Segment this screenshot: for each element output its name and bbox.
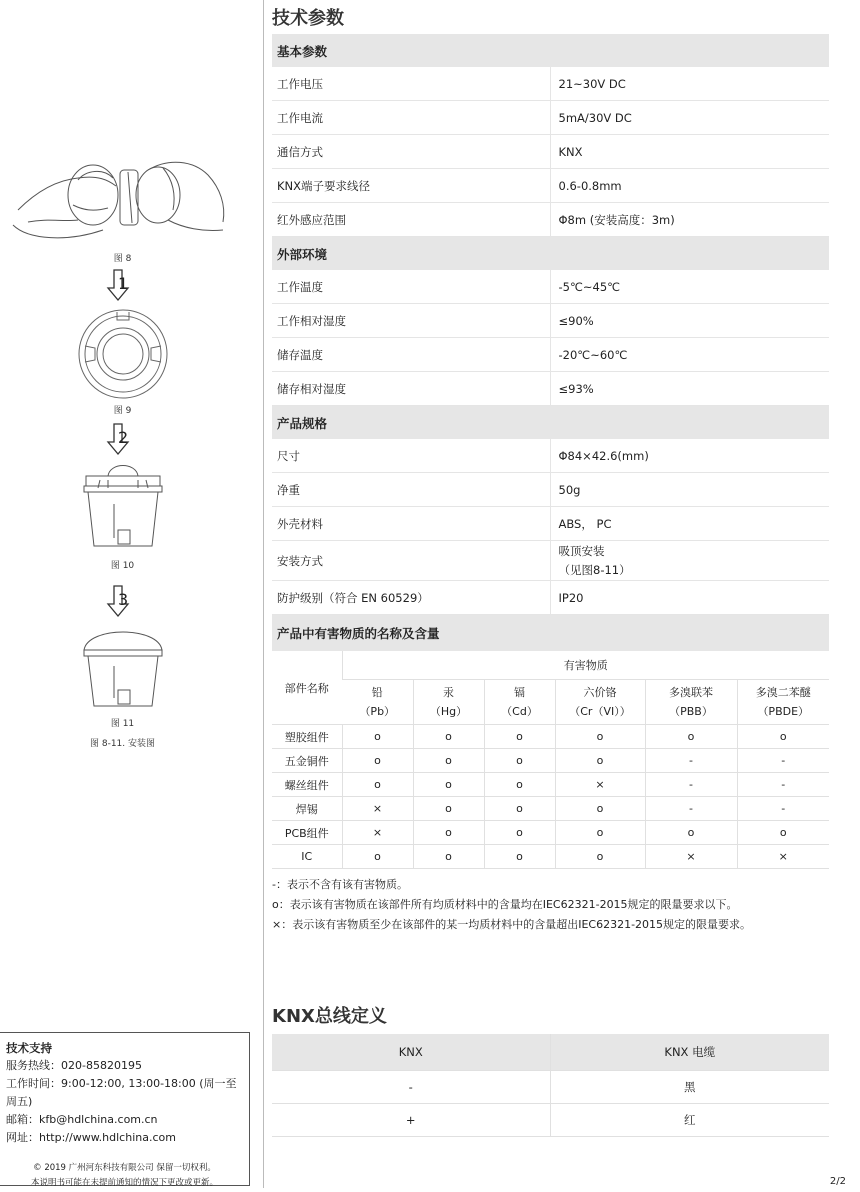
column-divider [263, 0, 264, 1188]
param-value: Φ8m (安装高度：3m) [550, 203, 829, 237]
param-value: KNX [550, 135, 829, 169]
param-label: 防护级别（符合 EN 60529） [272, 581, 550, 615]
part-name: 塑胶组件 [272, 725, 342, 749]
substance-value: o [555, 797, 645, 821]
param-value [550, 541, 829, 581]
param-value: 21~30V DC [550, 67, 829, 101]
substance-value: o [555, 749, 645, 773]
param-value: IP20 [550, 581, 829, 615]
mounting-ring-illustration [73, 308, 173, 400]
part-name: PCB组件 [272, 821, 342, 845]
substance-value: × [342, 821, 413, 845]
install-method-ref: （见图8-11） [558, 562, 631, 577]
part-name-header: 部件名称 [272, 651, 342, 725]
substance-value: × [737, 845, 829, 869]
substance-value: o [484, 725, 555, 749]
knx-table [272, 1034, 829, 1137]
substance-value: o [484, 797, 555, 821]
table-row [272, 541, 829, 581]
figure-9 [0, 308, 245, 416]
substance-value: - [645, 773, 737, 797]
substance-value: × [555, 773, 645, 797]
param-label: 储存温度 [272, 338, 550, 372]
param-label: 红外感应范围 [272, 203, 550, 237]
cable-color-cell: 黑 [550, 1071, 829, 1104]
page-number: 2/2 [829, 1176, 846, 1187]
tech-parameters-section [272, 0, 829, 935]
part-name: IC [272, 845, 342, 869]
table-row [272, 169, 829, 203]
part-name: 焊锡 [272, 797, 342, 821]
note-line: o：表示该有害物质在该部件所有均质材料中的含量均在IEC62321-2015规定的限量要求以下。 [272, 898, 738, 911]
part-name: 五金铜件 [272, 749, 342, 773]
param-label: 通信方式 [272, 135, 550, 169]
param-value: ABS， PC [550, 507, 829, 541]
substance-value: o [555, 725, 645, 749]
tech-title: 技术参数 [272, 8, 344, 29]
knx-title: KNX总线定义 [272, 1006, 387, 1027]
table-row [272, 67, 829, 101]
cable-color-cell: 红 [550, 1104, 829, 1137]
hands-twist-illustration [8, 150, 238, 245]
support-email[interactable]: 邮箱：kfb@hdlchina.com.cn [6, 1113, 158, 1126]
table-row [272, 270, 829, 304]
figure-11 [0, 618, 245, 749]
substance-header: 汞 （Hg） [413, 680, 484, 725]
table-row [272, 507, 829, 541]
param-value: ≤90% [550, 304, 829, 338]
substance-value: o [484, 749, 555, 773]
support-website[interactable]: 网址：http://www.hdlchina.com [6, 1131, 176, 1144]
substance-value: × [342, 797, 413, 821]
figure-8-label: 图 8 [113, 254, 132, 264]
step-2-number: 2 [118, 428, 129, 447]
table-row [272, 821, 829, 845]
substance-value: o [484, 821, 555, 845]
figure-10-label: 图 10 [110, 561, 135, 571]
substance-value: - [737, 749, 829, 773]
substance-value: o [342, 749, 413, 773]
figures-caption: 图 8-11. 安装图 [89, 739, 155, 749]
substance-value: o [484, 845, 555, 869]
install-method: 吸顶安装 [558, 543, 605, 558]
substance-value: o [342, 845, 413, 869]
note-line: ×：表示该有害物质至少在该部件的某一均质材料中的含量超出IEC62321-2015规定的限量要求。 [272, 918, 752, 931]
substance-value: o [413, 725, 484, 749]
knx-cell: + [272, 1104, 550, 1137]
substance-header: 多溴联苯 （PBB） [645, 680, 737, 725]
part-name: 螺丝组件 [272, 773, 342, 797]
substance-header-row [272, 680, 829, 725]
substance-value: o [645, 821, 737, 845]
table-row [272, 304, 829, 338]
hazard-table [272, 651, 829, 869]
param-label: 尺寸 [272, 439, 550, 473]
support-hours: 工作时间：9:00-12:00, 13:00-18:00 (周一至周五) [6, 1077, 237, 1108]
substance-header: 六价铬 （Cr（VI）） [555, 680, 645, 725]
param-label: 储存相对湿度 [272, 372, 550, 406]
step-1-number: 1 [118, 274, 129, 293]
table-row [272, 372, 829, 406]
substance-value: o [645, 725, 737, 749]
substances-header: 有害物质 [342, 651, 829, 680]
substance-value: o [342, 773, 413, 797]
substance-value: o [413, 821, 484, 845]
param-label: 工作相对湿度 [272, 304, 550, 338]
table-row [272, 101, 829, 135]
knx-cable-col-header: KNX 电缆 [550, 1034, 829, 1071]
param-label: 工作电流 [272, 101, 550, 135]
tech-support-box [0, 1032, 250, 1186]
substance-value: o [555, 821, 645, 845]
substance-value: o [342, 725, 413, 749]
figure-11-label: 图 11 [110, 719, 135, 729]
knx-bus-section [272, 1005, 829, 1137]
knx-col-header: KNX [272, 1034, 550, 1071]
step-3-number: 3 [118, 590, 129, 609]
figure-8 [0, 150, 245, 264]
param-label: KNX端子要求线径 [272, 169, 550, 203]
support-hotline: 服务热线：020-85820195 [6, 1059, 142, 1072]
substance-value: o [413, 773, 484, 797]
param-label: 外壳材料 [272, 507, 550, 541]
substance-value: o [555, 845, 645, 869]
param-label: 净重 [272, 473, 550, 507]
spec-table [272, 34, 829, 651]
note-line: -：表示不含有该有害物质。 [272, 878, 408, 891]
substance-value: - [645, 749, 737, 773]
hazard-notes [272, 875, 829, 935]
param-value: 5mA/30V DC [550, 101, 829, 135]
param-value: Φ84×42.6(mm) [550, 439, 829, 473]
substance-value: o [413, 845, 484, 869]
group-header-spec: 产品规格 [272, 406, 829, 440]
table-row [272, 581, 829, 615]
figure-9-label: 图 9 [113, 406, 132, 416]
copyright-text: © 2019 广州河东科技有限公司 保留一切权利。 [33, 1163, 216, 1173]
substance-value: - [737, 797, 829, 821]
hazard-rows [272, 725, 829, 869]
param-value: -5℃~45℃ [550, 270, 829, 304]
param-value: 0.6-0.8mm [550, 169, 829, 203]
substance-value: o [737, 821, 829, 845]
sensor-installed-illustration [78, 618, 168, 714]
substance-value: - [645, 797, 737, 821]
substance-value: o [484, 773, 555, 797]
substance-value: o [413, 797, 484, 821]
param-label: 安装方式 [272, 541, 550, 581]
table-row [272, 203, 829, 237]
table-row [272, 845, 829, 869]
group-header-hazard: 产品中有害物质的名称及含量 [272, 615, 829, 652]
table-row [272, 135, 829, 169]
table-row [272, 1071, 829, 1104]
group-header-environment: 外部环境 [272, 237, 829, 271]
installation-figures [0, 0, 262, 1192]
substance-header: 铅 （Pb） [342, 680, 413, 725]
param-value: ≤93% [550, 372, 829, 406]
support-title: 技术支持 [6, 1041, 52, 1055]
table-row [272, 773, 829, 797]
param-label: 工作温度 [272, 270, 550, 304]
substance-header: 多溴二苯醚 （PBDE） [737, 680, 829, 725]
substance-value: - [737, 773, 829, 797]
knx-cell: - [272, 1071, 550, 1104]
sensor-insert-illustration [78, 458, 168, 554]
table-row [272, 439, 829, 473]
substance-value: o [413, 749, 484, 773]
table-row [272, 473, 829, 507]
table-row [272, 1104, 829, 1137]
table-row [272, 749, 829, 773]
substance-value: o [737, 725, 829, 749]
table-row [272, 797, 829, 821]
table-row [272, 338, 829, 372]
group-header-basic: 基本参数 [272, 34, 829, 67]
substance-header: 镉 （Cd） [484, 680, 555, 725]
param-value: -20℃~60℃ [550, 338, 829, 372]
param-label: 工作电压 [272, 67, 550, 101]
table-row [272, 725, 829, 749]
notice-text: 本说明书可能在未提前通知的情况下更改或更新。 [30, 1178, 218, 1188]
substance-value: × [645, 845, 737, 869]
param-value: 50g [550, 473, 829, 507]
figure-10 [0, 458, 245, 571]
